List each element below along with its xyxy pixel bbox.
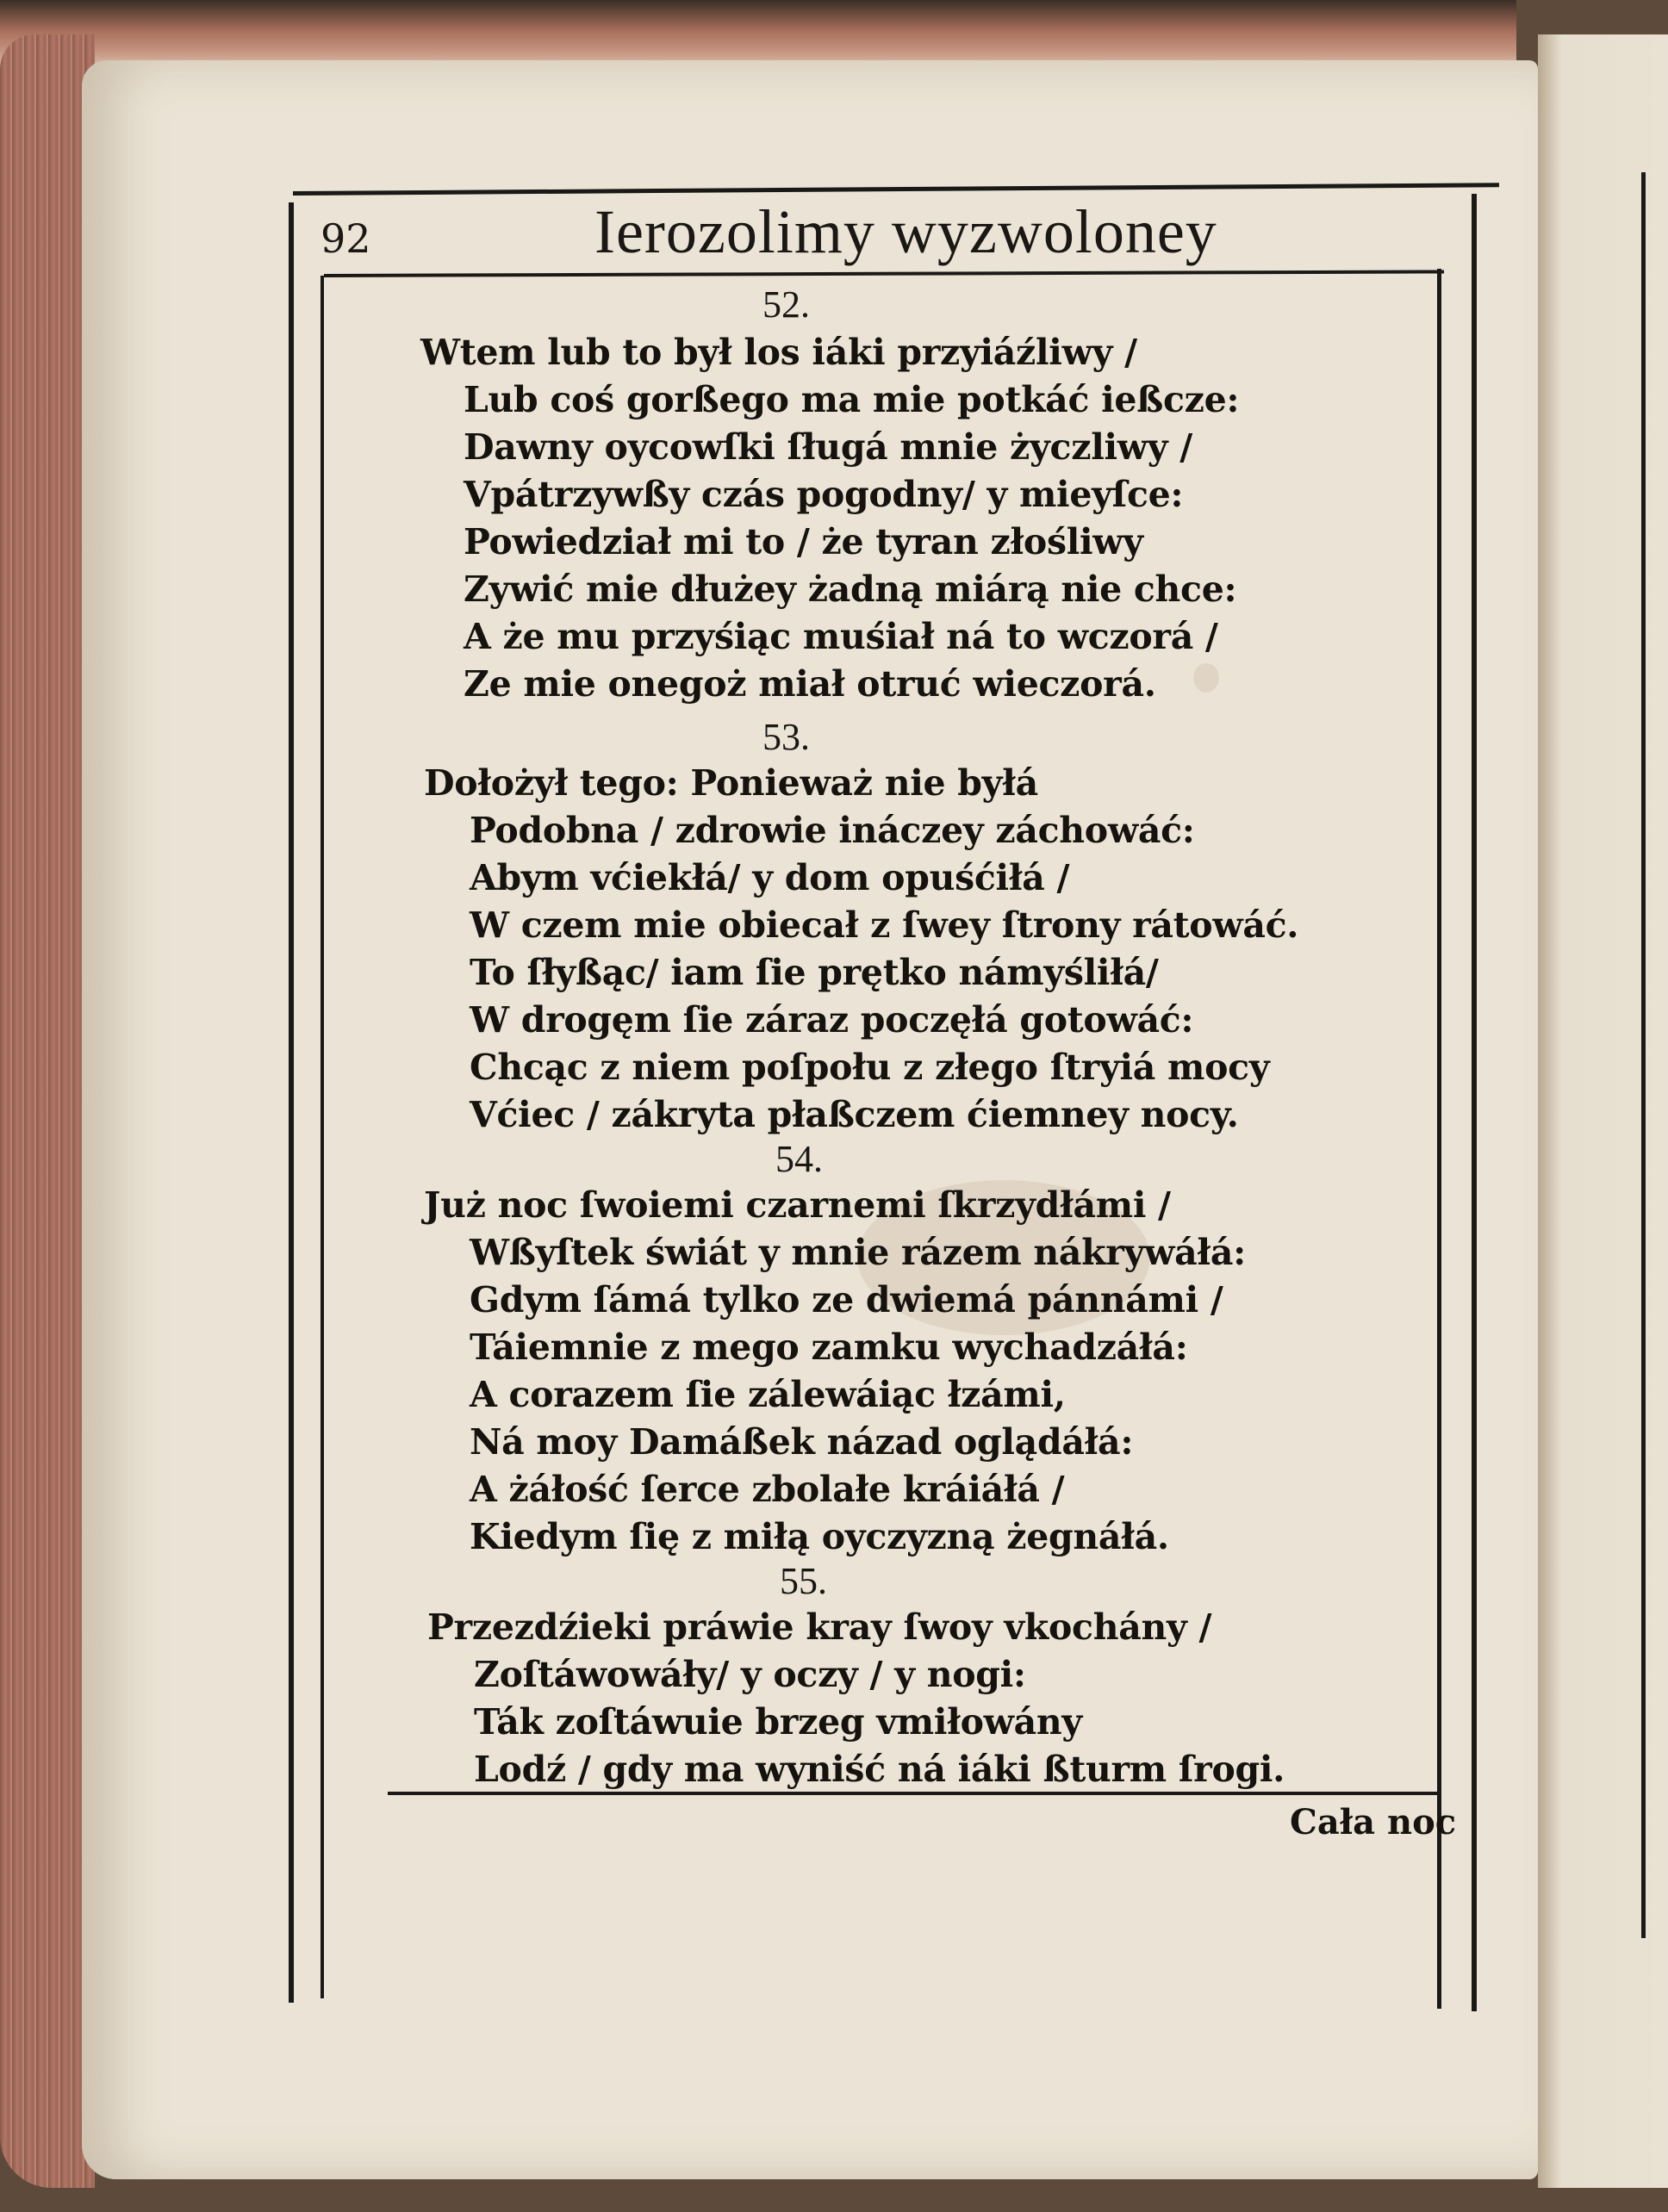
verse-line: Powiedział mi to / że tyran złośliwy	[464, 521, 1143, 562]
frame-right-inner	[1437, 269, 1441, 2009]
verse-line: Podobna / zdrowie ináczey záchowáć:	[470, 810, 1195, 851]
stanza-number: 54.	[775, 1138, 823, 1180]
verse-line: A żáłość ſerce zbolałe kráiáłá /	[470, 1469, 1065, 1510]
verse-line: Ná moy Damáßek názad oglądáłá:	[470, 1421, 1134, 1463]
stanza-number: 52.	[762, 283, 810, 326]
verse-line: Vćiec / zákryta płaßczem ćiemney nocy.	[470, 1094, 1239, 1135]
verse-line: Táiemnie z mego zamku wychadzáłá:	[470, 1327, 1188, 1368]
verse-line: Już noc ſwoiemi czarnemi ſkrzydłámi /	[424, 1184, 1171, 1226]
verse-line: W czem mie obiecał z ſwey ſtrony rátowáć.	[470, 904, 1299, 946]
verse-line: Lub coś gorßego ma mie potkáć ießcze:	[464, 379, 1240, 420]
verse-line: Ze mie onegoż miał otruć wieczorá.	[464, 663, 1156, 705]
verse-line: A corazem ſie zálewáiąc łzámi,	[470, 1374, 1066, 1415]
running-head: Ierozolimy wyzwoloney	[594, 197, 1217, 266]
verse-line: A że mu przyśiąc muśiał ná to wczorá /	[464, 616, 1218, 657]
verse-line: Chcąc z niem poſpołu z złego ſtryiá mocy	[470, 1047, 1270, 1088]
verse-line: Zoſtáwowáły/ y oczy / y nogi:	[474, 1654, 1026, 1695]
verse-line: Zywić mie dłużey żadną miárą nie chce:	[464, 569, 1237, 610]
verse-line: To ſłyßąc/ iam ſie prętko námyśliłá/	[470, 952, 1159, 993]
verse-line: Lodź / gdy ma wyniść ná iáki ßturm ſrogi.	[474, 1749, 1285, 1790]
verse-line: Gdym ſámá tylko ze dwiemá pánnámi /	[470, 1279, 1223, 1320]
facing-page	[1538, 34, 1668, 2188]
stanza-number: 53.	[762, 716, 810, 758]
bottom-rule	[388, 1792, 1441, 1795]
book-page-edges	[0, 34, 95, 2188]
ink-stain	[1193, 663, 1219, 693]
catchword: Cała noc	[1290, 1802, 1457, 1842]
facing-page-rule	[1641, 172, 1646, 1938]
verse-line: Przezdźieki práwie kray ſwoy vkochány /	[427, 1606, 1212, 1648]
folio-number: 92	[321, 215, 371, 262]
frame-right-outer	[1472, 194, 1477, 2011]
verse-line: Abym vćiekłá/ y dom opuśćiłá /	[470, 857, 1070, 898]
verse-line: W drogęm ſie záraz poczęłá gotowáć:	[470, 999, 1194, 1041]
verse-line: Dołożył tego: Ponieważ nie byłá	[424, 762, 1038, 804]
frame-left-outer	[289, 202, 294, 2003]
verse-line: Vpátrzywßy czás pogodny/ y mieyſce:	[464, 474, 1184, 515]
stanza-number: 55.	[780, 1560, 827, 1602]
verse-line: Wßyſtek świát y mnie rázem nákrywáłá:	[470, 1232, 1246, 1273]
frame-left-inner	[321, 276, 324, 1998]
verse-line: Wtem lub to był los iáki przyiáźliwy /	[420, 332, 1137, 373]
verse-line: Ták zoſtáwuie brzeg vmiłowány	[474, 1701, 1082, 1743]
verse-line: Dawny oycowſki ſługá mnie życzliwy /	[464, 426, 1192, 468]
verse-line: Kiedym ſię z miłą oyczyzną żegnáłá.	[470, 1516, 1169, 1557]
